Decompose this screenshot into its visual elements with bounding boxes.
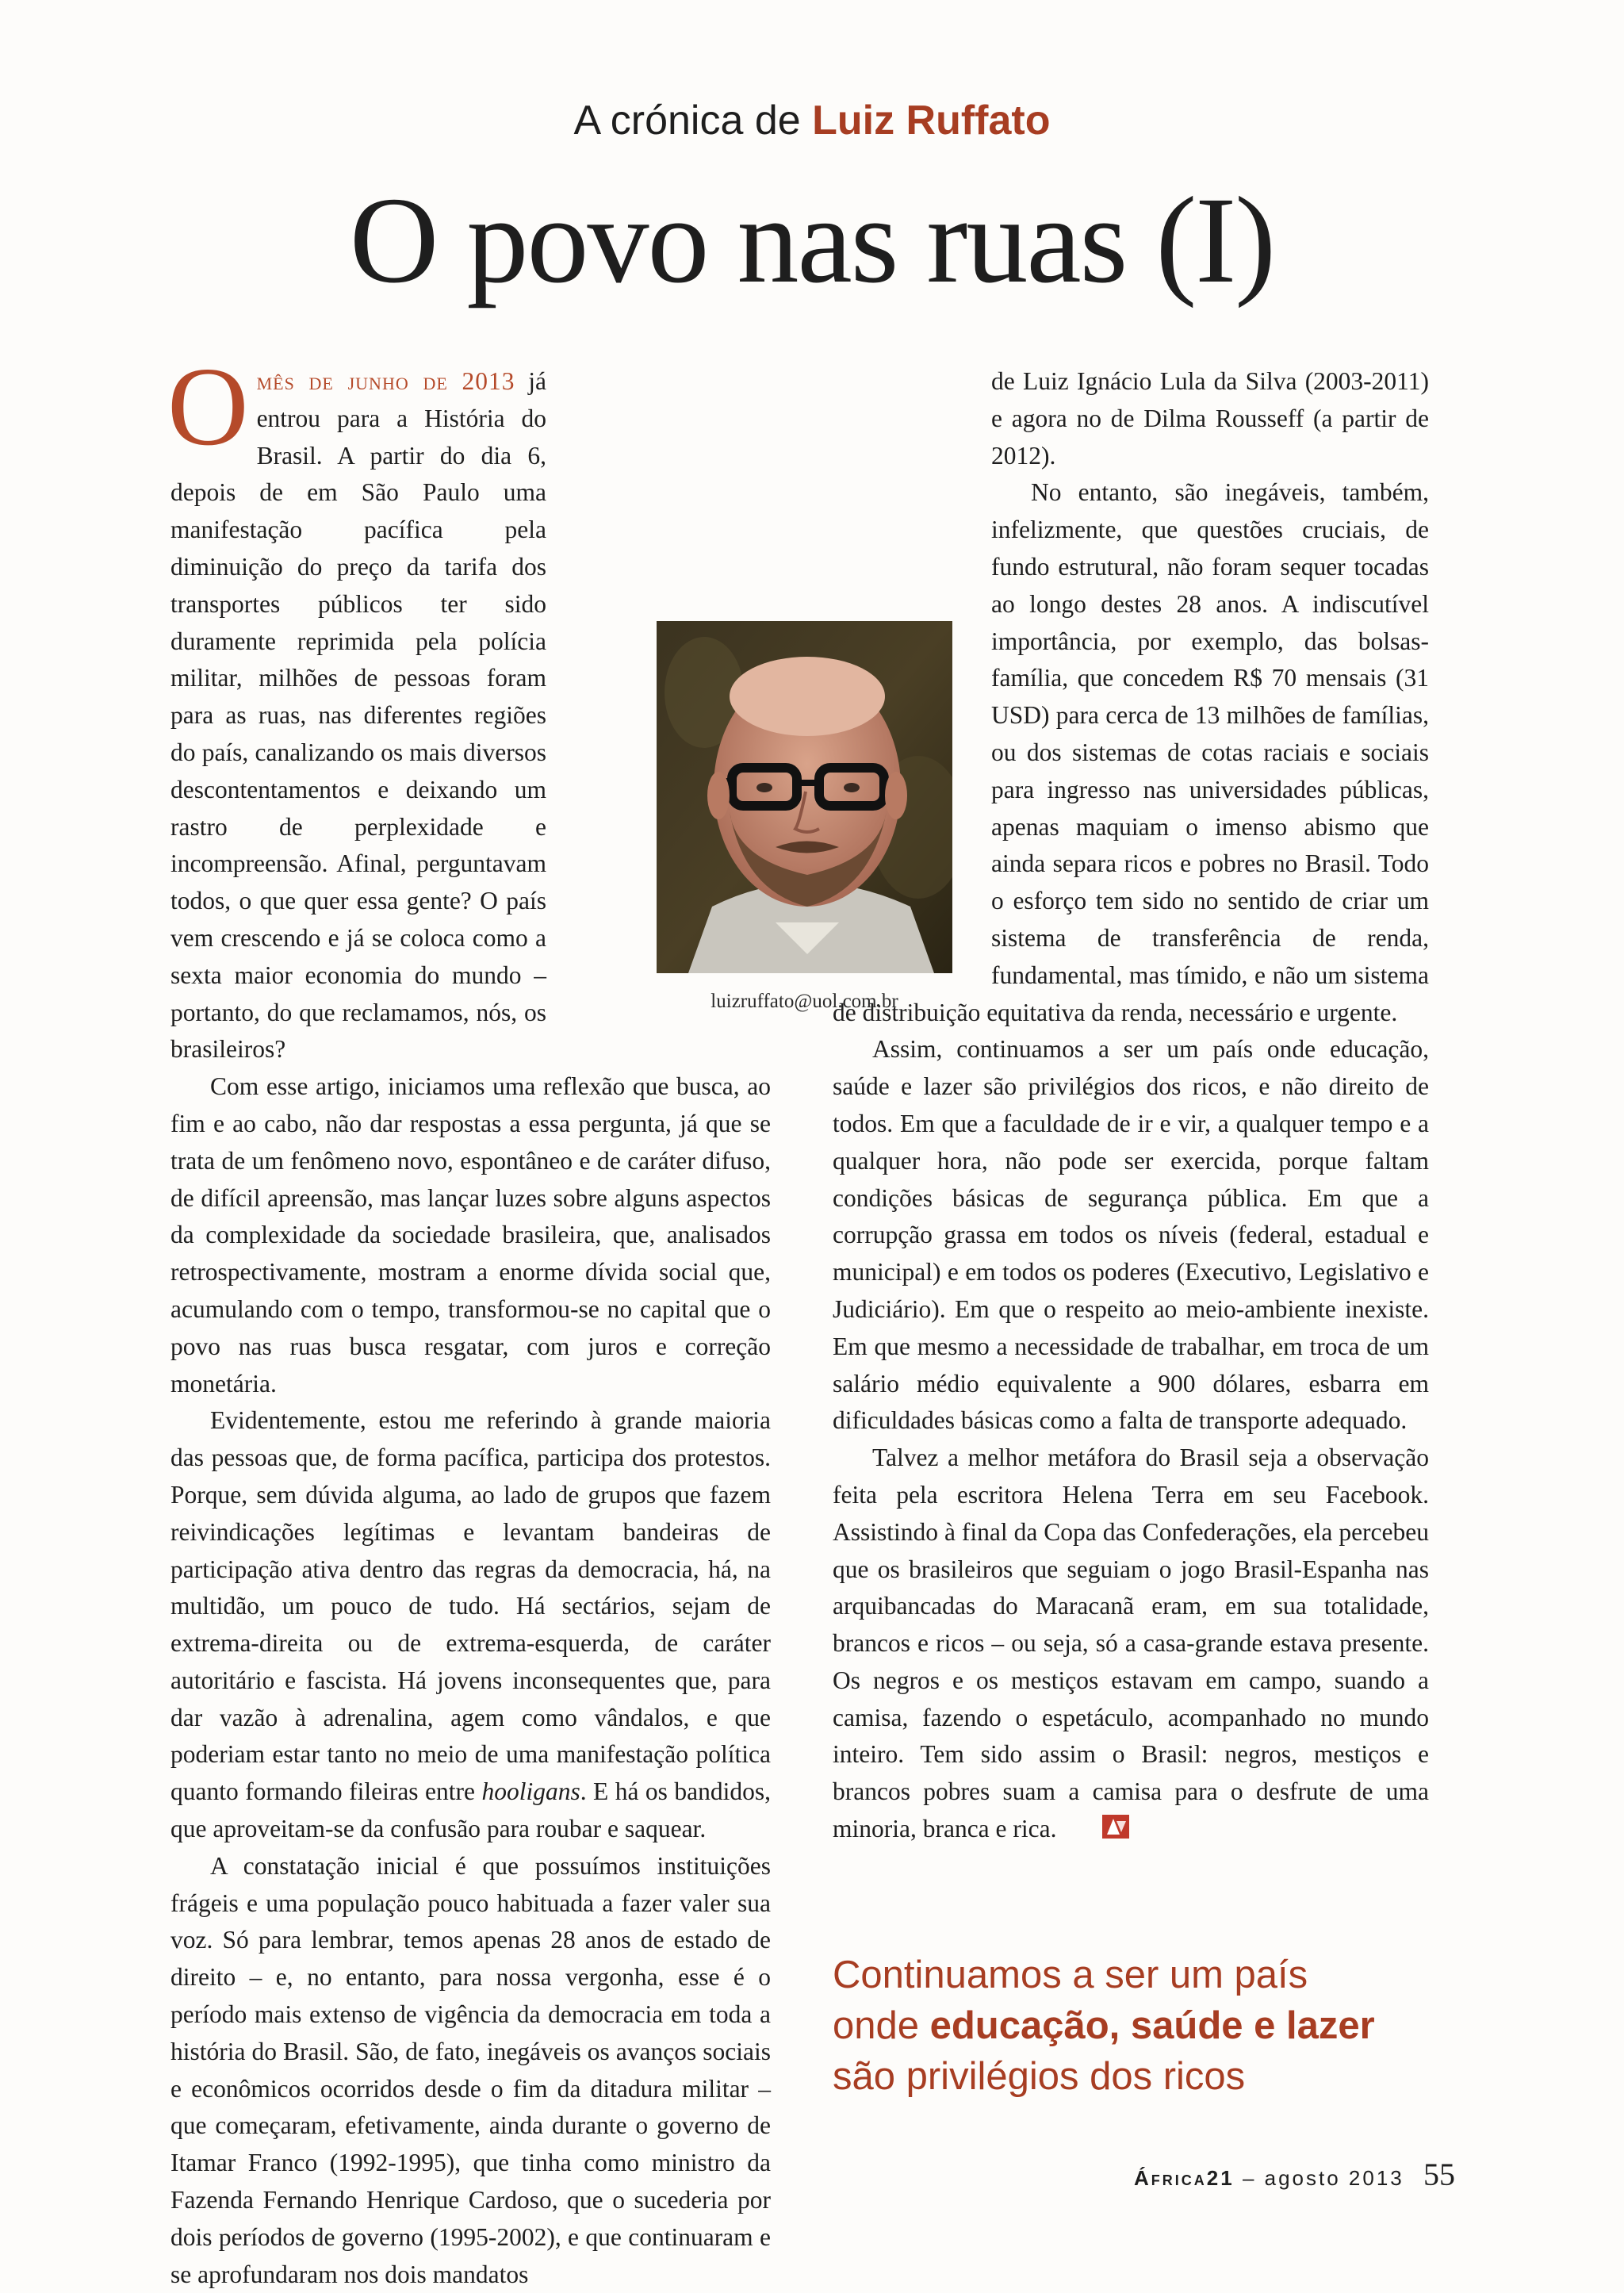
issue-date: – agosto 2013	[1242, 2166, 1404, 2190]
kicker-author: Luiz Ruffato	[812, 98, 1051, 144]
paragraph-3	[170, 1402, 771, 1848]
drop-cap: O	[167, 343, 249, 469]
pull-quote	[833, 1950, 1467, 2102]
paragraph-3-text-b: . E há os bandidos, que aproveitam-se da confusão para roubar e saquear.	[170, 1777, 771, 1843]
lead-smallcaps: mês de junho de 2013	[256, 367, 515, 395]
photo-caption: luizruffato@uol.com.br	[710, 991, 898, 1012]
paragraph-8-text: Talvez a melhor metáfora do Brasil seja a observação feita pela escritora Helena Terra em seu Facebook. Assistindo à final da Copa das Confederações, ela percebeu que os brasileiros que seguiam o jogo Brasil-Espanha nas arquibancadas do Maracanã eram, em sua totalidade, brancos e ricos – ou seja, só a casa-grande estava presente. Os negros e os mestiços estavam em campo, suando a camisa, fazendo o espetáculo, acompanhado no mundo inteiro. Tem sido assim o Brasil: negros, mestiços e brancos pobres suam a camisa para o desfrute de uma minoria, branca e rica.	[833, 1444, 1429, 1843]
paragraph-8	[833, 1440, 1429, 1848]
pull-quote-bold: educação, saúde e lazer	[929, 2004, 1375, 2047]
article-title: O povo nas ruas (I)	[349, 171, 1275, 309]
pull-quote-line-2	[833, 2000, 1467, 2051]
page-footer	[1134, 2156, 1455, 2193]
paragraph-3-text-a: Evidentemente, estou me referindo à grande maioria das pessoas que, de forma pacífica, participa dos protestos. Porque, sem dúvida alguma, ao lado de grupos que fazem reivindicações legítimas e levantam bandeiras de participação ativa dentro das regras da democracia, há, na multidão, um pouco de tudo. Há sectários, sejam de extrema-direita ou de extrema-esquerda, de caráter autoritário e fascista. Há jovens inconsequentes que, para dar vazão à adrenalina, agem como vândalos, e que poderiam estar tanto no meio de uma manifestação política quanto formando fileiras entre	[170, 1406, 771, 1806]
author-portrait	[657, 621, 952, 973]
section-kicker	[0, 97, 1624, 144]
pull-quote-line-1: Continuamos a ser um país	[833, 1954, 1308, 1996]
magazine-name: África21	[1134, 2166, 1235, 2190]
article-column-right	[833, 363, 1429, 1848]
paragraph-2: Com esse artigo, iniciamos uma reflexão que busca, ao fim e ao cabo, não dar respostas a essa pergunta, já que se trata de um fenômeno novo, espontâneo e de caráter difuso, de difícil apreensão, mas lançar luzes sobre alguns aspectos da complexidade da sociedade brasileira, que, analisados retrospectivamente, mostram a enorme dívida social que, acumulando com o tempo, transformou-se no capital que o povo nas ruas busca resgatar, com juros e correção monetária.	[170, 1072, 771, 1398]
kicker-prefix: A crónica de	[573, 98, 801, 144]
pull-quote-line-2-a: onde	[833, 2004, 930, 2047]
paragraph-1-text: já entrou para a História do Brasil. A partir do dia 6, depois de em São Paulo uma manifestação pacífica pela diminuição do preço da tarifa dos transportes públicos ter sido duramente reprimida pela polícia militar, milhões de pessoas foram para as ruas, nas diferentes regiões do país, canalizando os mais diversos descontentamentos e deixando um rastro de perplexidade e incompreensão. Afinal, perguntavam todos, o que quer essa gente? O país vem crescendo e já se coloca como a sexta maior economia do mundo – portanto, do que reclamamos, nós, os brasileiros?	[170, 367, 547, 1064]
paragraph-5: de Luiz Ignácio Lula da Silva (2003-2011) e agora no de Dilma Rousseff (a partir de 2012).	[991, 367, 1429, 470]
paragraph-3-emphasis: hooligans	[481, 1777, 580, 1806]
africa21-logo-icon	[1063, 1812, 1090, 1836]
paragraph-4: A constatação inicial é que possuímos instituições frágeis e uma população pouco habituada a fazer valer sua voz. Só para lembrar, temos apenas 28 anos de estado de direito – e, no entanto, para nossa vergonha, esse é o período mais extenso de vigência da democracia em toda a história do Brasil. São, de fato, inegáveis os avanços sociais e econômicos ocorridos desde o fim da ditadura militar – que começaram, efetivamente, ainda durante o governo de Itamar Franco (1992-1995), que tinha como ministro da Fazenda Fernando Henrique Cardoso, que o sucederia por dois períodos de governo (1995-2002), e que continuaram e se aprofundaram nos dois mandatos	[170, 1851, 771, 2288]
paragraph-6: No entanto, são inegáveis, também, infelizmente, que questões cruciais, de fundo estrutural, não foram sequer tocadas ao longo destes 28 anos. A indiscutível importância, por exemplo, das bolsas-família, que concedem R$ 70 mensais (31 USD) para cerca de 13 milhões de famílias, ou dos sistemas de cotas raciais e sociais para ingresso nas universidades públicas, apenas maquiam o imenso abismo que ainda separa ricos e pobres no Brasil. Todo o esforço tem sido no sentido de criar um sistema de transferência de renda, fundamental, mas tímido, e não um sistema de distribuição equitativa da renda, necessário e urgente.	[833, 478, 1429, 1026]
pull-quote-line-3: são privilégios dos ricos	[833, 2055, 1246, 2098]
page-number: 55	[1423, 2157, 1455, 2192]
paragraph-7: Assim, continuamos a ser um país onde educação, saúde e lazer são privilégios dos ricos, e não direito de todos. Em que a faculdade de ir e vir, a qualquer tempo e a qualquer hora, não pode ser exercida, porque faltam condições básicas de segurança pública. Em que a corrupção grassa em todos os níveis (federal, estadual e municipal) e em todos os poderes (Executivo, Legislativo e Judiciário). Em que o respeito ao meio-ambiente inexiste. Em que mesmo a necessidade de trabalhar, em troca de um salário médio equivalente a 900 dólares, esbarra em dificuldades básicas como a falta de transporte adequado.	[833, 1035, 1429, 1435]
